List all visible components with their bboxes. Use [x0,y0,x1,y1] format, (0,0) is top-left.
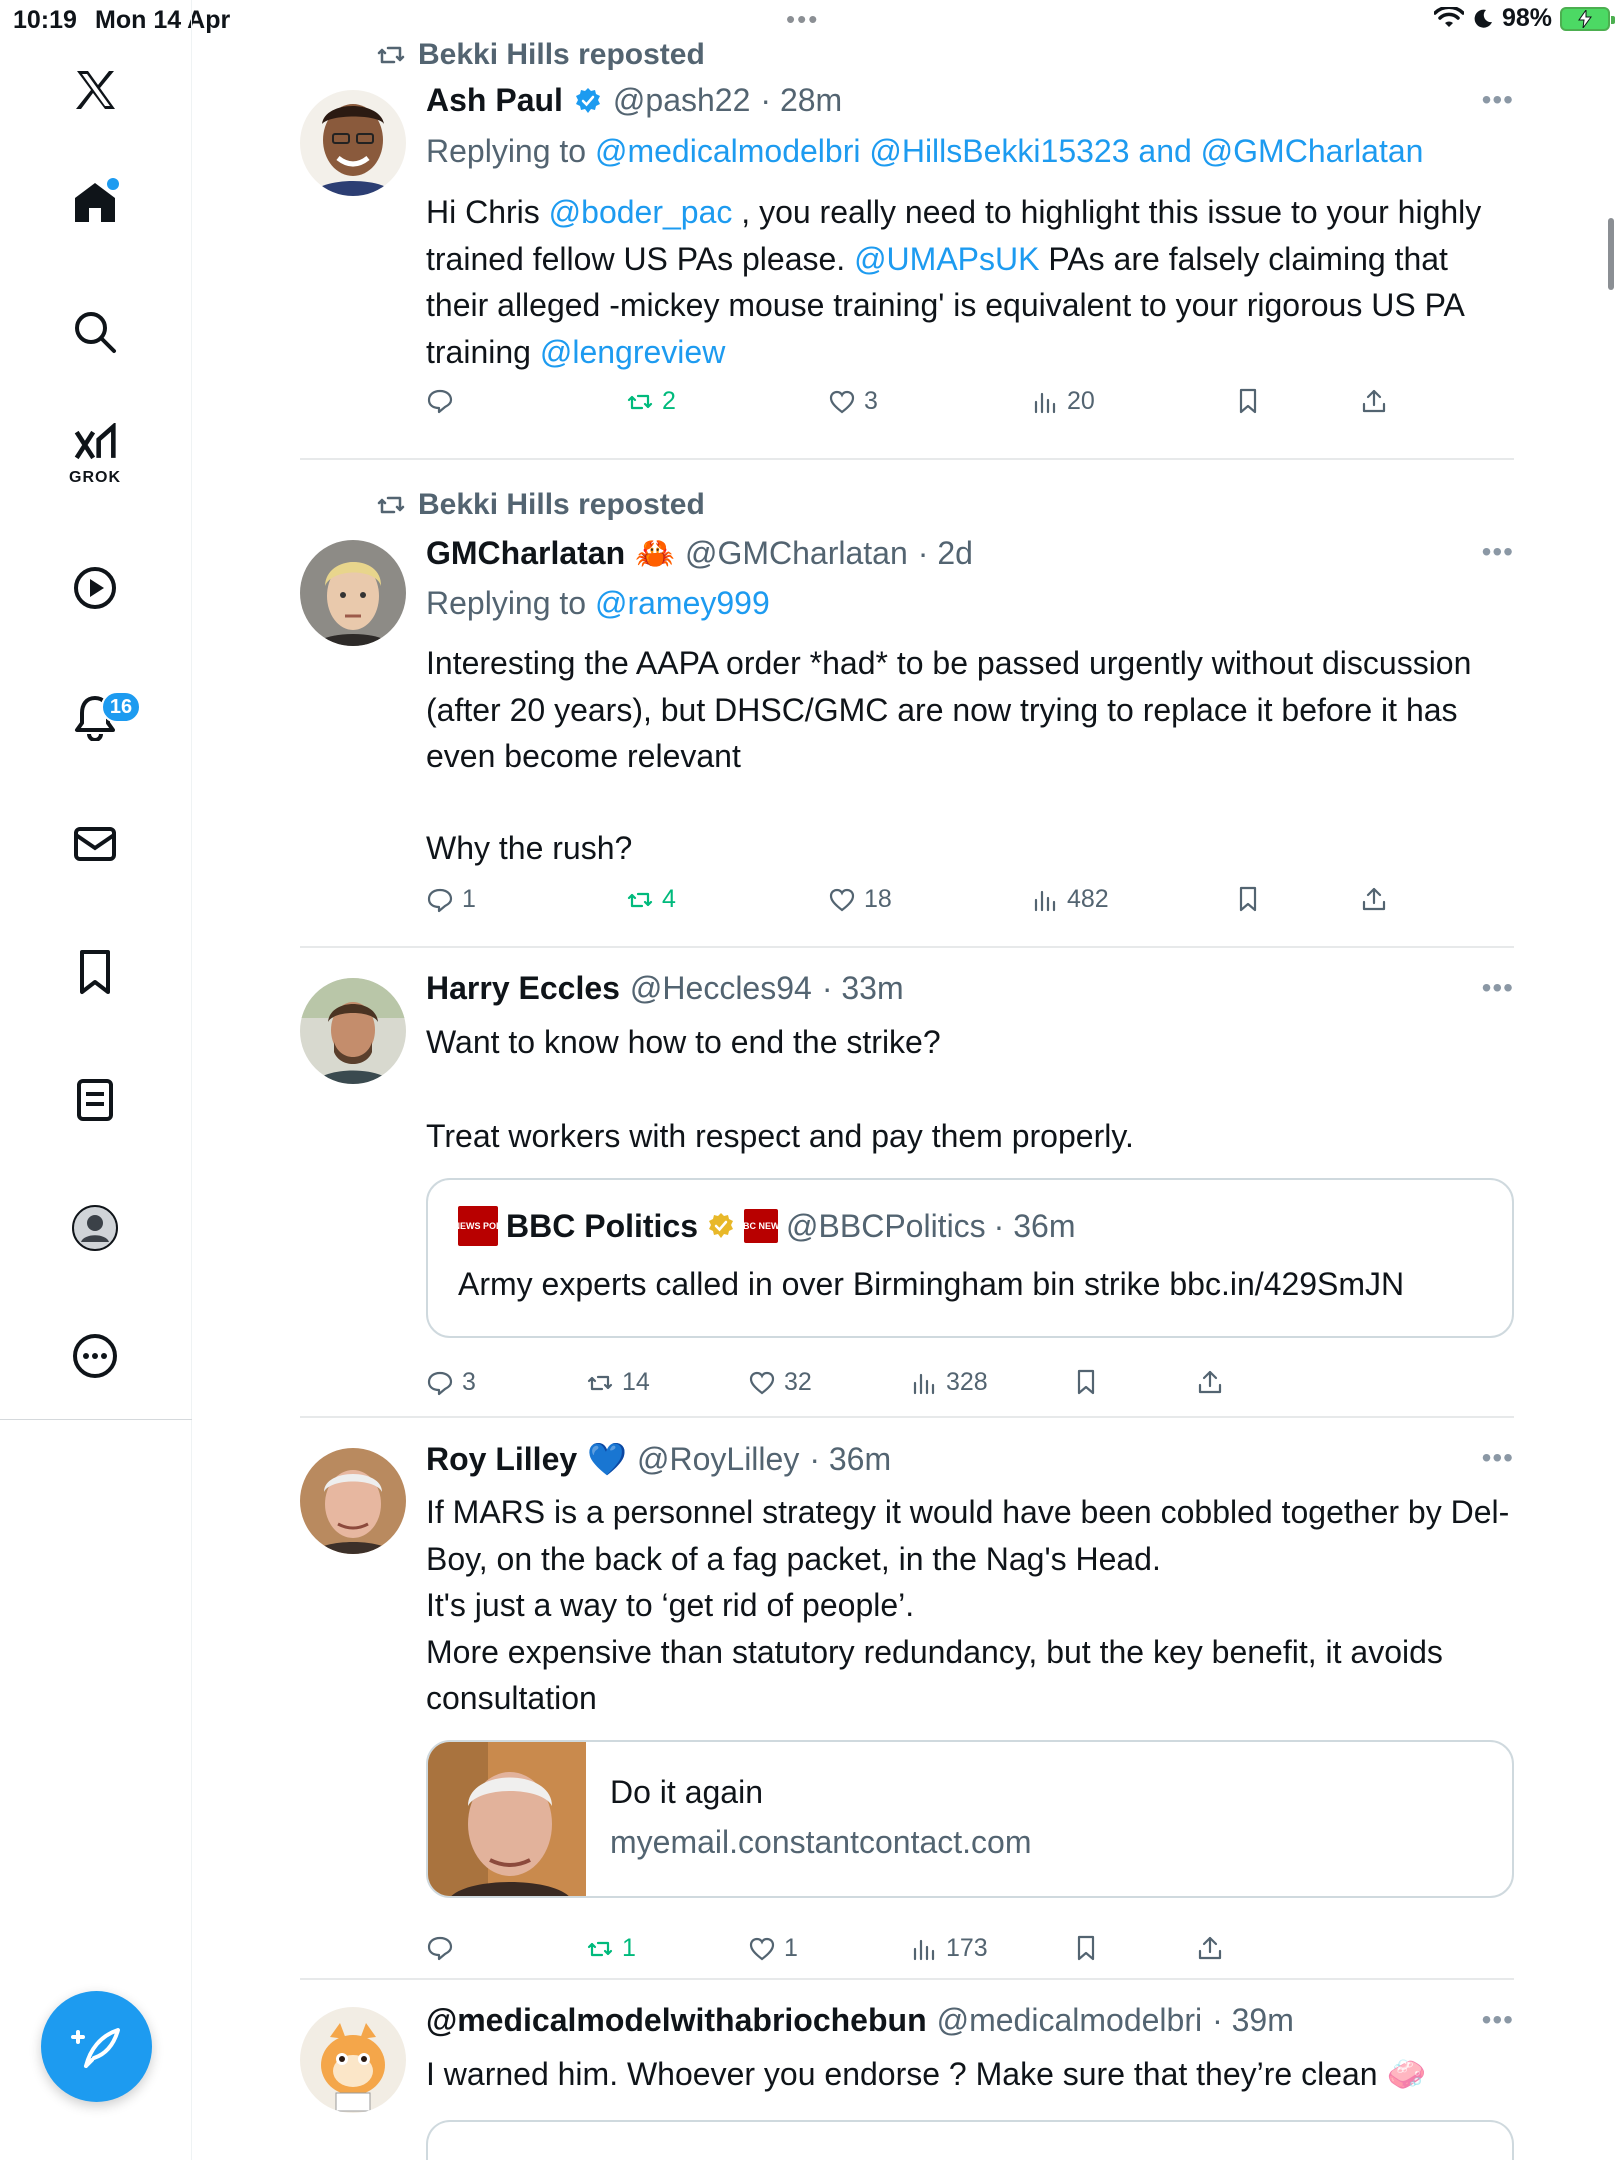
notifications-badge: 16 [101,691,141,723]
author-handle[interactable]: @Heccles94 [629,970,812,1006]
tweet-card[interactable] [300,1418,1514,1978]
link-domain: myemail.constantcontact.com [610,1824,1032,1860]
repost-icon [626,388,654,416]
quote-text: Army experts called in over Birmingham bin strike bbc.in/429SmJN [458,1266,1405,1302]
views-icon [910,1369,938,1397]
views-button[interactable] [910,1934,988,1963]
mail-icon [71,820,119,868]
tweet-header [426,534,973,572]
nav-notifications[interactable] [55,677,135,757]
tweet-header [426,970,904,1007]
views-count: 173 [946,1934,988,1962]
share-icon [1360,885,1388,913]
tweet-header [426,1440,891,1478]
author-name[interactable]: Harry Eccles [426,970,620,1006]
share-button[interactable] [1196,1934,1224,1962]
profile-icon [71,1204,119,1252]
bbc-politics-logo: BBC NEWS POLITICS [458,1206,498,1246]
views-icon [910,1935,938,1963]
author-name[interactable]: Ash Paul [426,82,563,118]
bookmark-button[interactable] [1234,885,1262,913]
sidebar [0,0,192,2160]
author-handle[interactable]: @RoyLilley [637,1440,800,1477]
text-paragraph: Why the rush? [426,829,633,866]
reply-button[interactable] [426,1934,454,1962]
views-button[interactable] [1031,387,1095,416]
mention-link[interactable]: @boder_pac [548,194,733,230]
tweet-time[interactable]: · 36m [809,1440,892,1477]
search-icon [71,308,119,356]
tweet-time[interactable]: · 39m [1212,2002,1294,2038]
like-icon [828,388,856,416]
link-preview-card[interactable] [426,1740,1514,1898]
repost-label: Bekki Hills reposted [418,38,705,71]
battery-icon [1560,7,1610,31]
bookmark-button[interactable] [1072,1368,1100,1396]
reply-mentions[interactable]: @ramey999 [594,585,770,621]
author-name[interactable]: @medicalmodelwithabriochebun [426,2002,927,2038]
text-segment: I warned him. Whoever you endorse ? Make sure that they’re clean [426,2056,1378,2092]
link-title: Do it again [610,1774,763,1810]
nav-grok[interactable] [55,415,135,495]
text-line: If MARS is a personnel strategy it would have been cobbled together by Del-Boy, on the back of a fag packet, in the Nag's Head. [426,1494,1510,1577]
bookmark-icon [71,948,119,996]
bookmark-icon [1234,387,1262,415]
more-options-icon[interactable]: ••• [1481,536,1514,567]
repost-icon [626,886,654,914]
nav-bookmarks[interactable] [55,932,135,1012]
more-icon [71,1332,119,1380]
text-segment: , you really need to highlight this issue to your highly trained fellow US PAs please. [426,194,1482,277]
reply-icon [426,1934,454,1962]
compose-icon [70,2020,124,2074]
status-time: 10:19 [13,6,77,34]
list-icon [71,1076,119,1124]
reply-count: 3 [462,1368,476,1396]
like-count: 3 [864,387,878,415]
tweet-card[interactable] [300,948,1514,1418]
nav-lists[interactable] [55,1060,135,1140]
tweet-card[interactable] [300,1980,1514,2160]
avatar[interactable] [300,2007,406,2113]
verified-icon [573,86,603,116]
views-button[interactable] [910,1368,988,1397]
text-paragraph: Want to know how to end the strike? [426,1024,941,1060]
mention-link[interactable]: @UMAPsUK [854,240,1040,277]
quote-author-handle[interactable]: @BBCPolitics [786,1207,986,1244]
tweet-text [426,2051,1514,2098]
avatar[interactable] [300,978,406,1084]
like-button[interactable] [828,387,878,416]
bbc-news-badge: BBC NEWS [744,1209,778,1243]
like-count: 1 [784,1934,798,1962]
quote-header [431,1206,1076,1246]
like-button[interactable] [748,1934,798,1963]
share-button[interactable] [1360,387,1388,415]
grok-icon [69,423,121,467]
soap-emoji: 🧼 [1386,2056,1427,2092]
like-count: 18 [864,885,892,913]
repost-indicator [376,38,705,72]
reply-count: 1 [462,885,476,913]
text-paragraph: Treat workers with respect and pay them properly. [426,1117,1134,1154]
replying-to [426,585,770,622]
nav-videos[interactable] [55,548,135,628]
like-icon [828,886,856,914]
battery-percent: 98% [1501,4,1552,32]
repost-count: 1 [622,1934,636,1962]
author-emoji: 🦀 [635,535,675,571]
tweet-actions [426,1934,1426,1974]
more-options-icon[interactable]: ••• [1481,84,1514,115]
text-line: It's just a way to ‘get rid of people’. [426,1587,915,1623]
mention-link[interactable]: @lengreview [539,333,726,370]
author-handle[interactable]: @GMCharlatan [684,534,908,571]
views-count: 482 [1067,885,1109,913]
share-button[interactable] [1360,885,1388,913]
sidebar-divider [0,1419,192,1420]
tweet-header [426,82,842,119]
repost-label: Bekki Hills reposted [418,488,705,521]
grok-label: GROK [69,469,121,486]
repost-button[interactable] [586,1368,650,1397]
nav-search[interactable] [55,292,135,372]
share-icon [1196,1934,1224,1962]
reply-prefix: Replying to [426,585,595,621]
reply-button[interactable] [426,387,454,415]
like-icon [748,1935,776,1963]
avatar[interactable] [300,540,406,646]
video-icon [71,564,119,612]
reply-button[interactable] [426,1368,476,1397]
tweet-text [426,1019,1514,1159]
reply-icon [426,886,454,914]
verified-gold-icon [706,1211,736,1241]
author-emoji: 💙 [587,1441,627,1477]
bookmark-icon [1072,1934,1100,1962]
more-options-icon[interactable]: ••• [1481,972,1514,1003]
nav-more[interactable] [55,1316,135,1396]
bookmark-button[interactable] [1234,387,1262,415]
tweet-time[interactable]: · 28m [760,82,843,118]
tweet-card[interactable] [300,0,1514,460]
bookmark-button[interactable] [1072,1934,1100,1962]
more-options-icon[interactable]: ••• [1481,2004,1514,2035]
repost-icon [376,490,406,520]
tweet-text [426,189,1514,375]
bookmark-icon [1072,1368,1100,1396]
new-posts-dot [107,178,119,190]
nav-home[interactable] [55,162,135,242]
repost-button[interactable] [626,387,676,416]
share-icon [1196,1368,1224,1396]
repost-icon [586,1369,614,1397]
status-date: Mon 14 Apr [95,6,231,34]
repost-button[interactable] [586,1934,636,1963]
text-line: More expensive than statutory redundancy, but the key benefit, it avoids consultation [426,1633,1443,1716]
tweet-time[interactable]: · 33m [821,970,904,1006]
quoted-tweet[interactable] [426,2120,1514,2160]
views-icon [1031,886,1059,914]
nav-messages[interactable] [55,804,135,884]
more-options-icon[interactable]: ••• [1481,1442,1514,1473]
reply-icon [426,387,454,415]
link-thumbnail [428,1742,586,1898]
quote-time: · 36m [993,1207,1076,1244]
repost-icon [376,40,406,70]
reply-mentions[interactable]: @medicalmodelbri @HillsBekki15323 and @GMCharlatan [594,133,1424,169]
reply-icon [426,1369,454,1397]
reply-prefix: Replying to [426,133,595,169]
tweet-text [426,640,1514,871]
like-count: 32 [784,1368,812,1396]
views-count: 20 [1067,387,1095,415]
repost-count: 4 [662,885,676,913]
tweet-time[interactable]: · 2d [917,534,973,571]
share-button[interactable] [1196,1368,1224,1396]
compose-button[interactable] [41,1991,152,2102]
views-button[interactable] [1031,885,1109,914]
tweet-actions [426,885,1426,925]
bookmark-icon [1234,885,1262,913]
author-name[interactable]: Roy Lilley [426,1440,578,1477]
repost-button[interactable] [626,885,676,914]
repost-icon [586,1935,614,1963]
views-icon [1031,388,1059,416]
replying-to [426,133,1423,170]
like-button[interactable] [748,1368,812,1397]
repost-count: 14 [622,1368,650,1396]
avatar[interactable] [300,90,406,196]
like-icon [748,1369,776,1397]
x-logo-icon[interactable] [55,50,135,130]
tweet-actions [426,1368,1426,1408]
tweet-actions [426,387,1426,427]
share-icon [1360,387,1388,415]
quoted-tweet[interactable] [426,1178,1514,1338]
quote-author-name[interactable]: BBC Politics [506,1207,699,1244]
text-paragraph: Interesting the AAPA order *had* to be passed urgently without discussion (after 20 years), but DHSC/GMC are now trying to replace it before it has even become relevant [426,645,1472,774]
views-count: 328 [946,1368,988,1396]
tweet-text [426,1489,1514,1722]
tweet-header [426,2002,1294,2039]
like-button[interactable] [828,885,892,914]
multitasking-dots-icon[interactable]: ••• [786,4,820,34]
nav-profile[interactable] [55,1188,135,1268]
tweet-card[interactable] [300,460,1514,948]
text-segment: PAs are falsely claiming that their alleged -mickey mouse training' is equivalent to your rigorous US PA training [426,240,1464,370]
scrollbar[interactable] [1608,218,1614,290]
text-segment: Hi Chris [426,194,549,230]
reply-button[interactable] [426,885,476,914]
repost-indicator [376,488,705,522]
author-handle[interactable]: @pash22 [612,82,751,118]
avatar[interactable] [300,1448,406,1554]
author-handle[interactable]: @medicalmodelbri [936,2002,1203,2038]
author-name[interactable]: GMCharlatan [426,534,626,571]
repost-count: 2 [662,387,676,415]
